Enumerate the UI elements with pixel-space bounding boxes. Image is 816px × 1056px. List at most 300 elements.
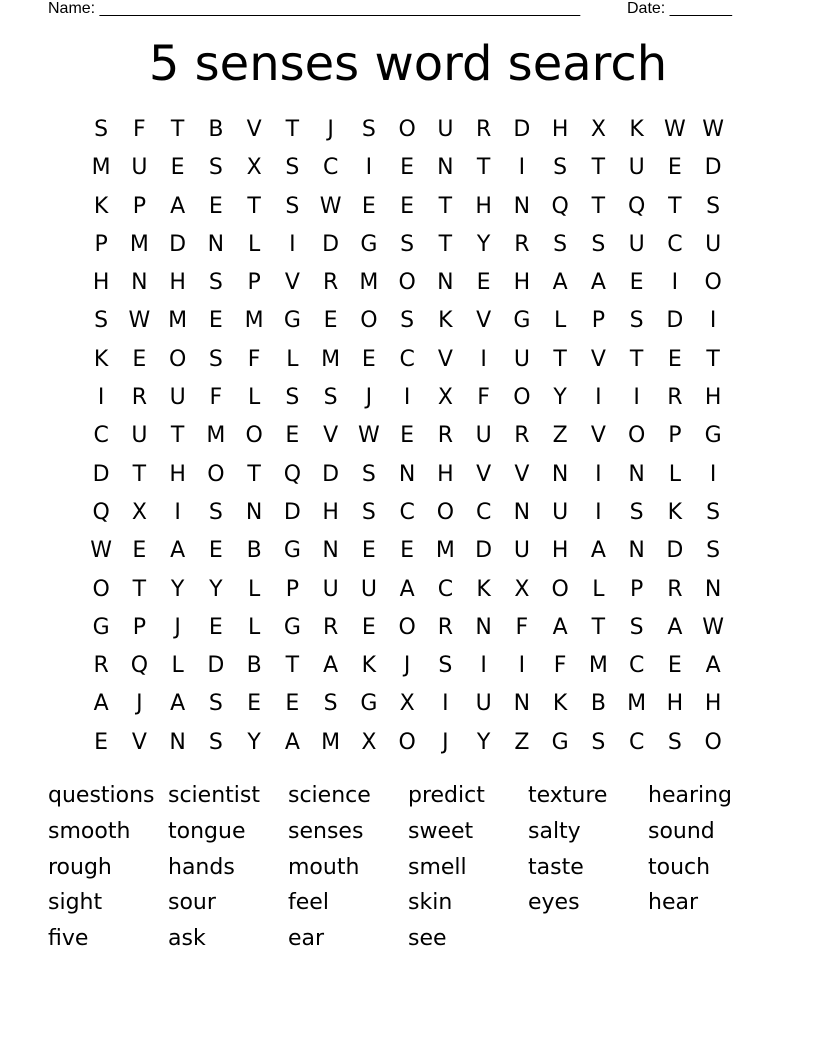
word-list-row — [48, 850, 788, 886]
grid-letter: E — [476, 270, 491, 296]
grid-letter: S — [208, 499, 223, 525]
grid-letter: U — [437, 117, 454, 142]
grid-letter: O — [627, 423, 646, 449]
grid-letter: T — [132, 461, 147, 487]
grid-letter: E — [132, 346, 147, 372]
grid-letter: O — [398, 729, 416, 755]
grid-letter: S — [438, 653, 453, 679]
grid-letter: P — [285, 576, 300, 602]
word-list-item: ask — [168, 926, 206, 952]
grid-letter: S — [323, 385, 338, 411]
grid-letter: K — [552, 691, 568, 717]
worksheet-header — [0, 0, 816, 20]
grid-letter: T — [553, 346, 567, 372]
grid-letter: J — [442, 729, 449, 755]
grid-letter: N — [437, 155, 454, 181]
grid-letter: M — [435, 538, 455, 564]
grid-letter: B — [208, 117, 224, 142]
grid-letter: N — [628, 538, 645, 564]
grid-letter: L — [668, 461, 681, 487]
grid-letter: O — [92, 576, 110, 602]
grid-letter: F — [553, 653, 567, 679]
grid-letter: R — [475, 117, 492, 142]
grid-letter: S — [591, 729, 606, 755]
grid-letter: A — [170, 193, 186, 219]
word-list-item: taste — [528, 854, 584, 880]
grid-letter: N — [704, 576, 722, 602]
grid-letter: T — [706, 346, 720, 372]
grid-letter: Y — [209, 576, 223, 602]
grid-letter: K — [361, 653, 377, 679]
grid-letter: S — [208, 270, 223, 296]
grid-letter: K — [93, 193, 109, 219]
grid-letter: S — [361, 117, 376, 142]
grid-letter: M — [627, 691, 647, 717]
grid-letter: U — [552, 499, 569, 525]
grid-letter: U — [322, 576, 339, 602]
grid-row — [82, 724, 747, 762]
grid-letter: I — [709, 461, 717, 487]
word-list-item: see — [408, 926, 447, 952]
grid-row — [82, 149, 747, 187]
grid-letter: L — [286, 346, 299, 372]
grid-letter: V — [323, 423, 339, 449]
grid-letter: N — [398, 461, 416, 487]
grid-letter: S — [285, 193, 300, 219]
grid-letter: L — [247, 576, 261, 602]
grid-row — [82, 532, 747, 570]
word-list-item: texture — [528, 783, 608, 808]
grid-letter: W — [702, 614, 724, 640]
grid-letter: U — [131, 155, 148, 181]
grid-row — [82, 302, 747, 340]
grid-letter: P — [629, 576, 644, 602]
grid-letter: H — [475, 193, 492, 219]
grid-letter: G — [360, 231, 378, 257]
grid-letter: W — [319, 193, 342, 219]
grid-letter: V — [476, 461, 492, 487]
grid-letter: E — [361, 193, 376, 219]
word-list-item: sour — [168, 890, 216, 916]
grid-letter: F — [209, 385, 223, 411]
date-field-label: Date: _______ — [627, 0, 732, 17]
grid-row — [82, 341, 747, 379]
grid-letter: V — [476, 308, 492, 334]
grid-letter: M — [91, 155, 111, 181]
grid-letter: S — [667, 729, 682, 755]
grid-letter: E — [667, 346, 682, 372]
grid-letter: K — [629, 117, 644, 142]
grid-letter: N — [245, 499, 263, 525]
grid-letter: G — [704, 423, 722, 449]
grid-letter: W — [357, 423, 380, 449]
grid-letter: H — [322, 499, 339, 525]
grid-letter: T — [591, 614, 606, 640]
grid-letter: V — [590, 346, 606, 372]
grid-letter: I — [365, 155, 373, 181]
grid-letter: F — [247, 346, 261, 372]
grid-letter: S — [285, 385, 300, 411]
grid-letter: M — [244, 308, 264, 334]
grid-letter: E — [667, 155, 682, 181]
letter-grid — [82, 111, 747, 762]
grid-letter: A — [552, 270, 568, 296]
grid-letter: X — [246, 155, 262, 181]
grid-letter: S — [208, 691, 223, 717]
grid-letter: I — [633, 385, 640, 411]
grid-letter: V — [284, 270, 300, 296]
grid-letter: S — [94, 117, 109, 142]
grid-letter: G — [92, 614, 110, 640]
grid-letter: O — [360, 308, 378, 334]
grid-letter: C — [628, 653, 645, 679]
grid-row — [82, 226, 747, 264]
word-list-item: tongue — [168, 818, 246, 844]
grid-letter: G — [283, 538, 301, 564]
word-list-item: scientist — [168, 783, 260, 808]
word-list-item: smell — [408, 854, 467, 880]
grid-letter: L — [553, 308, 567, 334]
word-list-item: five — [48, 926, 89, 952]
grid-letter: Q — [130, 653, 149, 679]
grid-letter: O — [398, 117, 416, 142]
grid-letter: X — [399, 691, 415, 717]
grid-letter: X — [361, 729, 377, 755]
word-list-item: eyes — [528, 890, 580, 916]
word-list-item: sweet — [408, 818, 474, 844]
grid-letter: Y — [553, 385, 567, 411]
grid-letter: R — [93, 653, 109, 679]
grid-letter: D — [207, 653, 225, 679]
word-list-item: sight — [48, 890, 103, 916]
grid-letter: F — [133, 117, 146, 142]
grid-letter: H — [704, 385, 722, 411]
grid-letter: H — [92, 270, 110, 296]
grid-letter: S — [400, 231, 415, 257]
grid-letter: E — [361, 614, 376, 640]
grid-letter: E — [400, 155, 415, 181]
grid-letter: D — [169, 231, 187, 257]
grid-letter: U — [169, 385, 186, 411]
grid-letter: O — [168, 346, 187, 372]
grid-letter: E — [667, 653, 682, 679]
grid-letter: H — [551, 117, 569, 142]
grid-letter: E — [170, 155, 185, 181]
grid-letter: V — [131, 729, 147, 755]
grid-letter: N — [437, 270, 454, 296]
grid-letter: Q — [92, 499, 110, 525]
grid-letter: H — [551, 538, 569, 564]
grid-letter: T — [247, 193, 261, 219]
grid-letter: G — [283, 308, 301, 334]
grid-letter: S — [323, 691, 338, 717]
grid-letter: G — [551, 729, 569, 755]
grid-letter: K — [667, 499, 683, 525]
grid-row — [82, 571, 747, 609]
grid-row — [82, 379, 747, 417]
grid-letter: H — [169, 461, 186, 487]
grid-letter: C — [399, 499, 415, 525]
grid-letter: E — [285, 423, 300, 449]
grid-letter: T — [591, 155, 606, 181]
grid-letter: M — [206, 423, 226, 449]
grid-letter: J — [403, 653, 411, 679]
grid-letter: Z — [552, 423, 568, 449]
grid-row — [82, 417, 747, 455]
grid-letter: E — [132, 538, 147, 564]
grid-letter: O — [398, 614, 416, 640]
grid-letter: U — [513, 346, 530, 372]
grid-letter: R — [514, 423, 530, 449]
grid-letter: M — [588, 653, 608, 679]
grid-letter: P — [94, 231, 108, 257]
grid-letter: E — [400, 193, 415, 219]
grid-letter: G — [283, 614, 301, 640]
grid-letter: U — [705, 231, 722, 257]
grid-letter: N — [322, 538, 339, 564]
grid-letter: R — [322, 270, 339, 296]
grid-letter: U — [628, 231, 645, 257]
grid-letter: Q — [627, 193, 646, 219]
grid-letter: E — [208, 614, 223, 640]
grid-letter: I — [97, 385, 105, 411]
grid-letter: O — [551, 576, 569, 602]
grid-letter: L — [592, 576, 605, 602]
grid-letter: S — [706, 193, 721, 219]
grid-letter: C — [628, 729, 645, 755]
grid-letter: S — [629, 308, 644, 334]
grid-letter: S — [553, 155, 568, 181]
grid-letter: D — [322, 461, 340, 487]
grid-letter: D — [666, 538, 684, 564]
word-list-item: mouth — [288, 854, 360, 880]
word-list-row — [48, 885, 788, 921]
grid-letter: S — [208, 155, 223, 181]
grid-letter: R — [667, 385, 683, 411]
grid-letter: E — [361, 346, 376, 372]
grid-letter: W — [128, 308, 151, 334]
grid-letter: S — [361, 461, 376, 487]
grid-letter: N — [169, 729, 186, 755]
grid-letter: Y — [476, 231, 491, 257]
word-list-item: questions — [48, 783, 155, 808]
grid-row — [82, 188, 747, 226]
grid-letter: S — [285, 155, 300, 181]
word-list-item: skin — [408, 890, 453, 916]
grid-letter: S — [629, 614, 644, 640]
grid-letter: M — [321, 346, 341, 372]
grid-letter: L — [247, 614, 261, 640]
grid-letter: Z — [514, 729, 530, 755]
grid-letter: F — [515, 614, 529, 640]
word-list-item: sound — [648, 818, 715, 844]
grid-letter: S — [706, 538, 721, 564]
grid-letter: A — [590, 270, 606, 296]
grid-letter: A — [705, 653, 721, 679]
grid-letter: I — [442, 691, 449, 717]
grid-letter: A — [170, 691, 186, 717]
grid-letter: S — [629, 499, 644, 525]
grid-letter: J — [136, 691, 143, 717]
grid-letter: T — [170, 423, 185, 449]
grid-letter: C — [399, 346, 415, 372]
grid-row — [82, 264, 747, 302]
grid-letter: Y — [476, 729, 491, 755]
grid-row — [82, 609, 747, 647]
grid-letter: I — [709, 308, 717, 334]
grid-letter: T — [629, 346, 644, 372]
grid-letter: V — [590, 423, 606, 449]
grid-letter: A — [590, 538, 606, 564]
grid-letter: A — [170, 538, 186, 564]
grid-letter: N — [513, 193, 531, 219]
grid-letter: A — [399, 576, 415, 602]
grid-letter: E — [247, 691, 262, 717]
grid-letter: M — [129, 231, 149, 257]
word-list-row — [48, 814, 788, 850]
grid-letter: H — [169, 270, 186, 296]
name-field-label: Name: ______________________________________________________ — [48, 0, 581, 17]
grid-row — [82, 111, 747, 149]
grid-letter: H — [704, 691, 722, 717]
word-list-item: hearing — [648, 783, 733, 808]
grid-row — [82, 685, 747, 723]
grid-letter: S — [591, 231, 606, 257]
grid-letter: I — [174, 499, 181, 525]
grid-letter: D — [666, 308, 684, 334]
grid-letter: E — [323, 308, 338, 334]
grid-letter: W — [90, 538, 112, 564]
word-list-item: ear — [288, 926, 325, 952]
grid-letter: S — [553, 231, 568, 257]
grid-letter: Y — [170, 576, 185, 602]
grid-letter: J — [365, 385, 373, 411]
grid-letter: R — [437, 423, 454, 449]
grid-letter: D — [283, 499, 301, 525]
grid-letter: J — [327, 117, 334, 142]
grid-letter: X — [131, 499, 147, 525]
word-list-item: senses — [288, 818, 364, 844]
grid-letter: Q — [283, 461, 302, 487]
grid-row — [82, 494, 747, 532]
grid-letter: D — [92, 461, 110, 487]
grid-letter: U — [475, 691, 492, 717]
grid-letter: S — [208, 346, 223, 372]
grid-letter: I — [671, 270, 679, 296]
grid-letter: I — [403, 385, 411, 411]
grid-letter: T — [438, 231, 453, 257]
grid-letter: A — [667, 614, 683, 640]
grid-letter: V — [514, 461, 530, 487]
grid-letter: I — [595, 385, 602, 411]
grid-letter: C — [475, 499, 492, 525]
grid-letter: I — [518, 653, 526, 679]
grid-letter: M — [168, 308, 188, 334]
grid-letter: D — [513, 117, 531, 142]
grid-letter: M — [321, 729, 341, 755]
word-list-item: hear — [648, 890, 699, 916]
grid-letter: L — [247, 231, 261, 257]
grid-letter: N — [513, 499, 531, 525]
grid-letter: E — [208, 538, 223, 564]
grid-letter: G — [360, 691, 378, 717]
grid-letter: L — [247, 385, 261, 411]
word-list-item: science — [288, 783, 371, 808]
grid-letter: E — [208, 308, 223, 334]
grid-letter: O — [436, 499, 455, 525]
grid-letter: K — [476, 576, 491, 602]
grid-letter: R — [514, 231, 530, 257]
grid-letter: O — [704, 729, 722, 755]
word-list-item: rough — [48, 854, 112, 880]
grid-letter: C — [437, 576, 454, 602]
grid-letter: T — [668, 193, 682, 219]
grid-letter: P — [668, 423, 682, 449]
word-list-item: hands — [168, 854, 235, 880]
grid-letter: E — [400, 423, 415, 449]
word-list-row — [48, 778, 788, 814]
grid-letter: Y — [247, 729, 261, 755]
grid-letter: R — [667, 576, 683, 602]
grid-letter: U — [628, 155, 645, 181]
grid-letter: P — [591, 308, 606, 334]
grid-letter: T — [591, 193, 606, 219]
grid-letter: C — [667, 231, 683, 257]
word-list-item: touch — [648, 854, 711, 880]
grid-letter: N — [131, 270, 148, 296]
word-list-item: smooth — [48, 818, 131, 844]
word-list-item: predict — [408, 783, 485, 808]
grid-row — [82, 647, 747, 685]
grid-letter: E — [285, 691, 300, 717]
grid-letter: S — [361, 499, 376, 525]
grid-letter: A — [323, 653, 339, 679]
grid-letter: F — [477, 385, 490, 411]
grid-letter: O — [704, 270, 722, 296]
word-list — [48, 778, 788, 957]
grid-letter: N — [551, 461, 569, 487]
grid-letter: W — [663, 117, 686, 142]
grid-letter: S — [706, 499, 721, 525]
grid-letter: D — [475, 538, 493, 564]
grid-letter: E — [94, 729, 109, 755]
grid-letter: P — [247, 270, 261, 296]
grid-letter: C — [93, 423, 109, 449]
grid-letter: U — [475, 423, 492, 449]
grid-letter: B — [590, 691, 606, 717]
grid-letter: I — [518, 155, 526, 181]
grid-letter: X — [514, 576, 530, 602]
grid-letter: T — [132, 576, 147, 602]
grid-letter: A — [552, 614, 568, 640]
grid-letter: I — [595, 461, 602, 487]
grid-letter: T — [285, 653, 300, 679]
word-list-item: salty — [528, 818, 581, 844]
grid-letter: R — [437, 614, 454, 640]
grid-letter: I — [595, 499, 602, 525]
grid-letter: O — [513, 385, 531, 411]
grid-letter: E — [400, 538, 415, 564]
grid-letter: T — [170, 117, 185, 142]
grid-letter: E — [629, 270, 644, 296]
grid-letter: I — [480, 346, 487, 372]
grid-letter: G — [513, 308, 531, 334]
grid-letter: M — [359, 270, 379, 296]
grid-letter: H — [666, 691, 684, 717]
grid-letter: U — [131, 423, 148, 449]
grid-letter: T — [476, 155, 491, 181]
grid-letter: D — [322, 231, 340, 257]
